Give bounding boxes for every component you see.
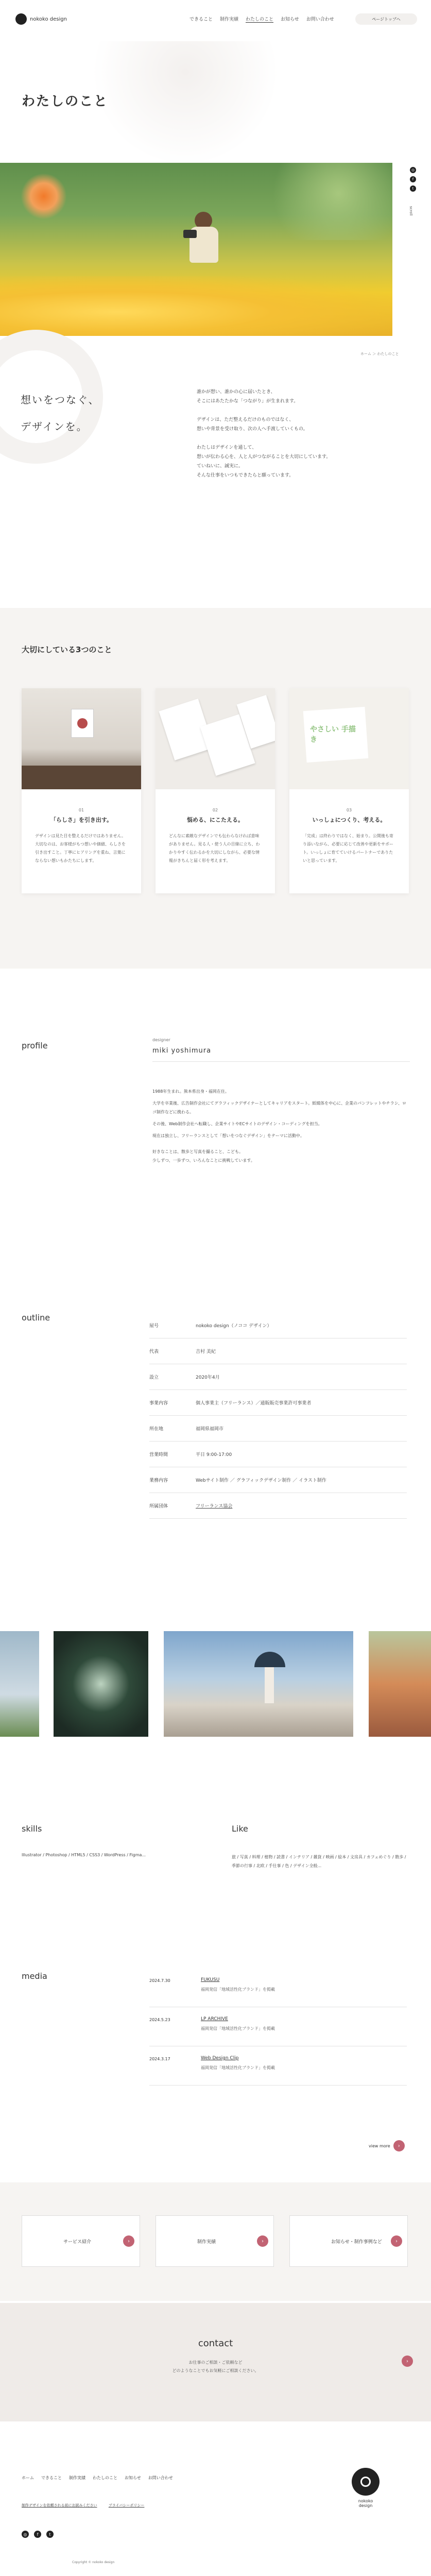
value-card-1: 01 「らしさ」を引き出す。 デザインは見た目を整えるだけではありません。大切なのは、お客様がもつ想いや価値、らしさを引き出すこと。丁寧にヒアリングを重ね、言葉にならない想いもかたちにします。: [22, 688, 141, 893]
arrow-right-icon: ›: [393, 2140, 405, 2151]
logo[interactable]: nokoko design: [15, 13, 67, 25]
arrow-right-icon: ›: [391, 2235, 402, 2247]
media-item: 2024.5.23 LP ARCHIVE 福岡発信「地域活性化ブランド」を掲載: [149, 2015, 407, 2046]
main-nav: [189, 15, 341, 23]
strip-photo-flowers: [369, 1631, 431, 1737]
intro-text: 誰かが想い、誰かの心に届いたとき、 そこにはあたたかな「つながり」が生まれます。 デザインは、ただ整えるだけのものではなく、 想いや背景を受け取り、次の人へ手渡していくもの。 わたしはデザインを通して、 想いが伝わる心を、人と人がつながることを大切にしています。 ていねいに、誠実に。 そんな仕事をいつもできたらと願っています。: [197, 389, 331, 478]
footer-copyright: Copyright © nokoko design: [72, 2561, 115, 2564]
outline-row: 屋号 nokoko design（ノココ デザイン）: [149, 1313, 407, 1338]
footer-social: [22, 2531, 54, 2538]
outline-row: 業務内容 Webサイト制作 ／ グラフィックデザイン制作 ／ イラスト制作: [149, 1467, 407, 1493]
contact-title: contact: [198, 2338, 233, 2349]
outline-row: 事業内容 個人事業主（フリーランス）／通販販売事業許可事業者: [149, 1390, 407, 1416]
footer-link-guide[interactable]: 制作デザインを依頼される前にお読みください: [22, 2503, 97, 2507]
values-title: 大切にしている3つのこと: [22, 645, 112, 654]
profile-text: 1988年生まれ。熊本県出身・福岡在住。 大学を卒業後、広告制作会社にてグラフィックデザイナーとしてキャリアをスタート。紙媒体を中心に、企業のパンフレットやチラシ、ロゴ制作などに携わる。 その後、Web制作会社へ転職し、企業サイトやECサイトのデザイン・コーディングを担当。 現在は独立し、フリーランスとして「想いをつなぐデザイン」をテーマに活動中。 好きなことは、散歩と写真を撮ること、こども。 少しずつ、一歩ずつ、いろんなことに挑戦しています。: [152, 1089, 407, 1163]
footer-nav-item[interactable]: わたしのこと: [93, 2476, 117, 2480]
nav-item-can[interactable]: できること: [189, 17, 213, 22]
value-card-1-image: [22, 688, 141, 789]
outline-row: 所在地 福岡県福岡市: [149, 1416, 407, 1442]
like-text: 旅 / 写真 / 料理 / 植物 / 読書 / インテリア / 雑貨 / 映画 / 絵本 / 文房具 / カフェめぐり / 散歩 / 季節の行事 / 北欧 / 手仕事 / 色 / デザイン全般...: [232, 1855, 406, 1868]
media-item: 2024.7.30 FUKUSU 福岡発信「地域活性化ブランド」を掲載: [149, 1976, 407, 2007]
nav-item-works[interactable]: 制作実績: [220, 17, 239, 22]
scroll-indicator: scroll: [409, 206, 413, 216]
footer-nav-item[interactable]: ホーム: [22, 2476, 34, 2480]
strip-photo-pier: [164, 1631, 353, 1737]
page-title: わたしのこと: [22, 94, 109, 109]
value-card-2: 02 悩める、にこたえる。 どんなに素敵なデザインでも伝わらなければ意味がありません。見る人・使う人の目線に立ち、わかりやすく伝わるかを大切にしながら、必要な情報がきちんと届く形を考えます。: [156, 688, 275, 893]
outline-row: 所属団体 フリーランス協会: [149, 1493, 407, 1519]
value-card-2-image: [156, 688, 275, 789]
photo-strip: [0, 1627, 431, 1740]
twitter-icon[interactable]: t: [410, 185, 416, 192]
breadcrumb: ホーム ＞ わたしのこと: [360, 352, 399, 356]
media-link[interactable]: Web Design Clip: [201, 2056, 239, 2061]
facebook-icon[interactable]: f: [410, 176, 416, 182]
media-label: media: [22, 1971, 47, 1981]
facebook-icon[interactable]: f: [34, 2531, 41, 2538]
outline-label: outline: [22, 1313, 50, 1323]
media-more-button[interactable]: view more ›: [369, 2140, 405, 2151]
media-item: 2024.3.17 Web Design Clip 福岡発信「地域活性化ブランド」を掲載: [149, 2055, 407, 2086]
footer-links: [22, 2503, 144, 2508]
skills-text: Illustrator / Photoshop / HTML5 / CSS3 / WordPress / Figma...: [22, 1853, 146, 1857]
value-card-3: やさしい 手描き 03 いっしょにつくり、考える。 「完成」は終わりではなく、始まり。公開後も寄り添いながら、必要に応じて改善や更新をサポート。いっしょに育てていけるパートナーでありたいと思っています。: [289, 688, 409, 893]
outline-row: 営業時間 平日 9:00-17:00: [149, 1442, 407, 1467]
footer-nav-item[interactable]: お知らせ: [125, 2476, 141, 2480]
hero-social: [410, 167, 416, 192]
arrow-right-icon: ›: [123, 2235, 134, 2247]
media-link[interactable]: FUKUSU: [201, 1977, 220, 1982]
arrow-right-icon: ›: [257, 2235, 268, 2247]
profile-name: miki yoshimura: [152, 1047, 212, 1055]
profile-divider: [152, 1061, 410, 1062]
intro-headline: 想いをつなぐ、 デザインを。: [21, 394, 100, 433]
twitter-icon[interactable]: t: [46, 2531, 54, 2538]
instagram-icon[interactable]: ◎: [410, 167, 416, 173]
footer-nav-item[interactable]: できること: [41, 2476, 62, 2480]
logo-mark-icon: [352, 2468, 380, 2496]
value-card-3-image: [289, 688, 409, 789]
strip-photo-tunnel: [54, 1631, 148, 1737]
breadcrumb-current: わたしのこと: [377, 352, 399, 356]
outline-row: 設立 2020年4月: [149, 1364, 407, 1390]
instagram-icon[interactable]: ◎: [22, 2531, 29, 2538]
outline-row: 代表 吉村 美紀: [149, 1338, 407, 1364]
nav-item-about[interactable]: わたしのこと: [246, 15, 273, 23]
like-label: Like: [232, 1824, 248, 1834]
strip-photo-sea: [0, 1631, 39, 1737]
link-button-service[interactable]: サービス紹介 ›: [22, 2215, 140, 2267]
profile-role: designer: [152, 1038, 170, 1042]
footer-logo[interactable]: nokoko design: [350, 2468, 381, 2508]
profile-label: profile: [22, 1041, 48, 1050]
header: [0, 0, 431, 41]
footer-link-privacy[interactable]: プライバシーポリシー: [108, 2503, 145, 2507]
contact-section[interactable]: contact お仕事のご相談・ご依頼など どのようなことでもお気軽にご相談ください。 ›: [0, 2303, 431, 2421]
hero-photo: [0, 163, 392, 336]
page-top-link[interactable]: ページトップへ: [355, 13, 417, 25]
footer-nav-item[interactable]: お問い合わせ: [148, 2476, 173, 2480]
logo-mark-icon: [15, 13, 27, 25]
breadcrumb-home[interactable]: ホーム: [360, 352, 371, 356]
skills-label: skills: [22, 1824, 42, 1834]
value-card-3-art-text: やさしい 手描き: [310, 725, 356, 744]
arrow-right-icon: ›: [402, 2355, 413, 2367]
footer-nav-item[interactable]: 制作実績: [69, 2476, 85, 2480]
nav-item-news[interactable]: お知らせ: [281, 17, 299, 22]
nav-item-contact[interactable]: お問い合わせ: [306, 17, 334, 22]
link-button-news[interactable]: お知らせ・制作事例など ›: [289, 2215, 408, 2267]
footer-nav: [22, 2475, 173, 2481]
association-link[interactable]: フリーランス協会: [196, 1504, 233, 1509]
link-button-works[interactable]: 制作実績 ›: [156, 2215, 274, 2267]
media-link[interactable]: LP ARCHIVE: [201, 2016, 228, 2022]
